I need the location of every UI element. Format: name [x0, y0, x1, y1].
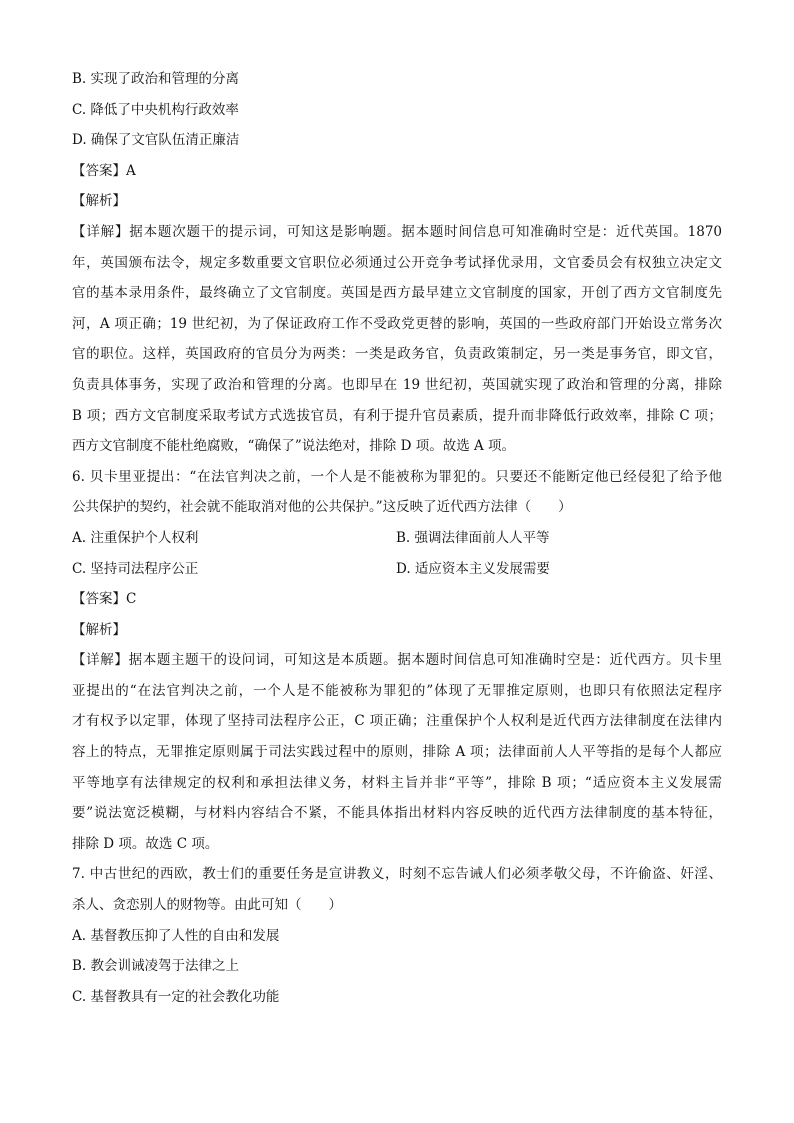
- q6-option-c: C. 坚持司法程序公正: [72, 560, 199, 577]
- q5-explanation-line: B 项；西方文官制度采取考试方式选拔官员，有利于提升官员素质，提升而非降低行政效率，排除 C 项；: [72, 407, 722, 424]
- q6-options-row-1: [72, 523, 722, 554]
- q7-option-c: C. 基督教具有一定的社会教化功能: [72, 988, 280, 1005]
- q5-explanation-line: 官的基本录用条件，最终确立了文官制度。英国是西方最早建立文官制度的国家，开创了西方文官制度先: [72, 285, 722, 302]
- q7-option-a: A. 基督教压抑了人性的自由和发展: [72, 927, 280, 944]
- q6-explanation-line: 要”说法宽泛模糊，与材料内容结合不紧，不能具体指出材料内容反映的近代西方法律制度的基本特征，: [72, 805, 722, 822]
- q7-stem-line: 杀人、贪恋别人的财物等。由此可知（ ）: [72, 897, 342, 914]
- q6-answer: 【答案】C: [72, 591, 137, 608]
- q6-explanation-line: 排除 D 项。故选 C 项。: [72, 835, 219, 852]
- q6-explanation-line: 平等地享有法律规定的权利和承担法律义务，材料主旨并非“平等”，排除 B 项；“适应资本主义发展需: [72, 774, 722, 791]
- q5-explanation-line: 河，A 项正确；19 世纪初，为了保证政府工作不受政党更替的影响，英国的一些政府部门开始设立常务次: [72, 315, 722, 332]
- q5-explanation-line: 【详解】据本题次题干的提示词，可知这是影响题。据本题时间信息可知准确时空是：近代英国。1870: [72, 223, 722, 240]
- q6-explanation-line: 才有权予以定罪，体现了坚持司法程序公正，C 项正确；注重保护个人权利是近代西方法律制度在法律内: [72, 713, 722, 730]
- q6-option-b: B. 强调法律面前人人平等: [396, 529, 550, 546]
- q6-option-d: D. 适应资本主义发展需要: [396, 560, 550, 577]
- q6-stem-line: 公共保护的契约，社会就不能取消对他的公共保护。”这反映了近代西方法律（ ）: [72, 499, 572, 516]
- q5-explanation-line: 年，英国颁布法令，规定多数重要文官职位必须通过公开竞争考试择优录用，文官委员会有权独立决定文: [72, 254, 722, 271]
- q5-option-c: C. 降低了中央机构行政效率: [72, 101, 239, 118]
- q5-analysis-heading: 【解析】: [72, 193, 126, 210]
- q5-explanation-line: 负责具体事务，实现了政治和管理的分离。也即早在 19 世纪初，英国就实现了政治和管理的分离，排除: [72, 376, 722, 393]
- q6-explanation-line: 容上的特点，无罪推定原则属于司法实践过程中的原则，排除 A 项；法律面前人人平等指的是每个人都应: [72, 744, 722, 761]
- q6-explanation-line: 【详解】据本题主题干的设问词，可知这是本质题。据本题时间信息可知准确时空是：近代西方。贝卡里: [72, 652, 722, 669]
- q6-options-row-2: [72, 554, 722, 585]
- q5-answer: 【答案】A: [72, 162, 136, 179]
- q6-option-a: A. 注重保护个人权利: [72, 529, 199, 546]
- q5-explanation-line: 官的职位。这样，英国政府的官员分为两类：一类是政务官，负责政策制定，另一类是事务官，即文官，: [72, 346, 722, 363]
- q5-option-b: B. 实现了政治和管理的分离: [72, 71, 240, 87]
- document-page: [72, 64, 722, 1012]
- q6-stem-line: 6. 贝卡里亚提出：“在法官判决之前，一个人是不能被称为罪犯的。只要还不能断定他已经侵犯了给予他: [72, 468, 722, 485]
- q6-explanation-line: 亚提出的“在法官判决之前，一个人是不能被称为罪犯的”体现了无罪推定原则，也即只有依照法定程序: [72, 682, 722, 699]
- q7-option-b: B. 教会训诫凌驾于法律之上: [72, 958, 240, 975]
- q5-explanation-line: 西方文官制度不能杜绝腐败，“确保了”说法绝对，排除 D 项。故选 A 项。: [72, 438, 516, 455]
- q7-stem-line: 7. 中古世纪的西欧，教士们的重要任务是宣讲教义，时刻不忘告诫人们必须孝敬父母，不许偷盗、奸淫、: [72, 866, 722, 883]
- q5-option-d: D. 确保了文官队伍清正廉洁: [72, 132, 240, 149]
- q6-analysis-heading: 【解析】: [72, 621, 126, 638]
